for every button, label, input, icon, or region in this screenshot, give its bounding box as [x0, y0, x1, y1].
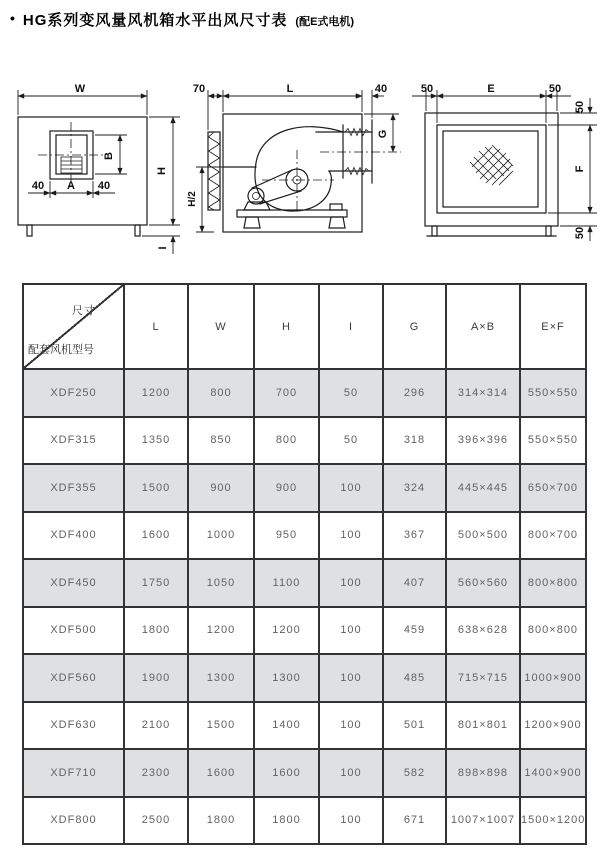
value-cell: 801×801 — [446, 702, 520, 750]
value-cell: 2100 — [124, 702, 188, 750]
front-view-drawing — [18, 83, 180, 254]
column-header-exf: E×F — [520, 284, 586, 369]
table-row-xdf315 — [23, 417, 586, 465]
column-header-axb: A×B — [446, 284, 520, 369]
value-cell: 560×560 — [446, 559, 520, 607]
fan-scroll — [255, 127, 343, 211]
model-cell: XDF710 — [23, 749, 124, 797]
dim-label-40-left: 40 — [31, 180, 45, 192]
grille — [61, 157, 82, 173]
value-cell: 50 — [319, 369, 383, 417]
value-cell: 1600 — [254, 749, 319, 797]
value-cell: 1200 — [124, 369, 188, 417]
base-frame — [237, 204, 347, 228]
model-cell: XDF630 — [23, 702, 124, 750]
dim-label-g: G — [377, 129, 389, 139]
value-cell: 396×396 — [446, 417, 520, 465]
dim-label-50-top: 50 — [574, 100, 586, 114]
value-cell: 2300 — [124, 749, 188, 797]
value-cell: 1600 — [124, 512, 188, 560]
value-cell: 650×700 — [520, 464, 586, 512]
value-cell: 1500×1200 — [520, 797, 586, 845]
dim-label-70: 70 — [192, 83, 206, 95]
dim-label-50-left: 50 — [420, 83, 434, 95]
value-cell: 100 — [319, 749, 383, 797]
dim-label-l: L — [286, 83, 294, 95]
value-cell: 1000×900 — [520, 654, 586, 702]
model-cell: XDF800 — [23, 797, 124, 845]
page-title — [0, 0, 607, 40]
table-row-xdf400 — [23, 512, 586, 560]
dim-label-40-right: 40 — [97, 180, 111, 192]
dim-label-w: W — [74, 83, 86, 95]
value-cell: 582 — [383, 749, 446, 797]
value-cell: 850 — [188, 417, 254, 465]
dim-label-50-bottom: 50 — [574, 226, 586, 240]
table-row-xdf355 — [23, 464, 586, 512]
value-cell: 1350 — [124, 417, 188, 465]
column-header-h: H — [254, 284, 319, 369]
value-cell: 2500 — [124, 797, 188, 845]
value-cell: 296 — [383, 369, 446, 417]
value-cell: 1600 — [188, 749, 254, 797]
value-cell: 1050 — [188, 559, 254, 607]
side-view-drawing — [187, 83, 401, 232]
rear-view-drawing — [412, 83, 597, 241]
table-body — [23, 284, 586, 844]
dim-label-h: H — [156, 167, 168, 175]
value-cell: 100 — [319, 702, 383, 750]
technical-drawings — [0, 40, 607, 265]
column-header-l: L — [124, 284, 188, 369]
dim-label-h-half: H/2 — [187, 191, 198, 207]
value-cell: 407 — [383, 559, 446, 607]
value-cell: 550×550 — [520, 369, 586, 417]
model-cell: XDF250 — [23, 369, 124, 417]
value-cell: 800 — [188, 369, 254, 417]
model-cell: XDF400 — [23, 512, 124, 560]
table-header-row — [23, 284, 586, 369]
value-cell: 1500 — [188, 702, 254, 750]
table-row-xdf630 — [23, 702, 586, 750]
value-cell: 1100 — [254, 559, 319, 607]
table-row-xdf560 — [23, 654, 586, 702]
title-suffix: (配E式电机) — [295, 16, 355, 28]
column-header-g: G — [383, 284, 446, 369]
model-cell: XDF500 — [23, 607, 124, 655]
table-row-xdf250 — [23, 369, 586, 417]
dim-label-50-right: 50 — [548, 83, 562, 95]
value-cell: 800×800 — [520, 607, 586, 655]
inlet-flex-strip — [208, 132, 220, 210]
value-cell: 459 — [383, 607, 446, 655]
table-row-xdf710 — [23, 749, 586, 797]
value-cell: 100 — [319, 654, 383, 702]
value-cell: 367 — [383, 512, 446, 560]
value-cell: 700 — [254, 369, 319, 417]
mesh-pattern — [470, 145, 513, 185]
value-cell: 100 — [319, 512, 383, 560]
value-cell: 485 — [383, 654, 446, 702]
value-cell: 50 — [319, 417, 383, 465]
value-cell: 1000 — [188, 512, 254, 560]
value-cell: 100 — [319, 607, 383, 655]
table-row-xdf800 — [23, 797, 586, 845]
value-cell: 1400 — [254, 702, 319, 750]
value-cell: 1800 — [254, 797, 319, 845]
value-cell: 314×314 — [446, 369, 520, 417]
dim-label-e: E — [487, 83, 495, 95]
value-cell: 1200×900 — [520, 702, 586, 750]
value-cell: 900 — [188, 464, 254, 512]
value-cell: 1800 — [188, 797, 254, 845]
value-cell: 898×898 — [446, 749, 520, 797]
column-header-w: W — [188, 284, 254, 369]
value-cell: 1200 — [254, 607, 319, 655]
value-cell: 500×500 — [446, 512, 520, 560]
value-cell: 1750 — [124, 559, 188, 607]
dim-label-a: A — [67, 180, 75, 192]
table-row-xdf500 — [23, 607, 586, 655]
value-cell: 1400×900 — [520, 749, 586, 797]
model-cell: XDF560 — [23, 654, 124, 702]
dim-label-b: B — [103, 152, 115, 160]
value-cell: 800 — [254, 417, 319, 465]
value-cell: 501 — [383, 702, 446, 750]
value-cell: 950 — [254, 512, 319, 560]
value-cell: 671 — [383, 797, 446, 845]
corner-label-dimension: 尺寸 — [72, 305, 96, 317]
outlet-duct — [316, 120, 372, 183]
value-cell: 318 — [383, 417, 446, 465]
dim-label-i: I — [157, 246, 169, 250]
model-cell: XDF315 — [23, 417, 124, 465]
dim-label-40-side: 40 — [374, 83, 388, 95]
corner-header-cell — [23, 284, 124, 369]
value-cell: 1300 — [188, 654, 254, 702]
value-cell: 550×550 — [520, 417, 586, 465]
value-cell: 1800 — [124, 607, 188, 655]
title-bullet-icon: • — [10, 10, 15, 26]
value-cell: 1900 — [124, 654, 188, 702]
value-cell: 1300 — [254, 654, 319, 702]
value-cell: 100 — [319, 559, 383, 607]
dim-label-f: F — [574, 165, 586, 173]
value-cell: 800×800 — [520, 559, 586, 607]
value-cell: 100 — [319, 464, 383, 512]
value-cell: 1007×1007 — [446, 797, 520, 845]
model-cell: XDF355 — [23, 464, 124, 512]
column-header-i: I — [319, 284, 383, 369]
value-cell: 100 — [319, 797, 383, 845]
value-cell: 324 — [383, 464, 446, 512]
value-cell: 900 — [254, 464, 319, 512]
value-cell: 638×628 — [446, 607, 520, 655]
value-cell: 800×700 — [520, 512, 586, 560]
value-cell: 715×715 — [446, 654, 520, 702]
model-cell: XDF450 — [23, 559, 124, 607]
table-row-xdf450 — [23, 559, 586, 607]
value-cell: 445×445 — [446, 464, 520, 512]
value-cell: 1200 — [188, 607, 254, 655]
value-cell: 1500 — [124, 464, 188, 512]
corner-label-model: 配套风机型号 — [28, 344, 94, 356]
dimension-table — [22, 283, 587, 845]
title-text: HG系列变风量风机箱水平出风尺寸表 — [22, 12, 288, 29]
